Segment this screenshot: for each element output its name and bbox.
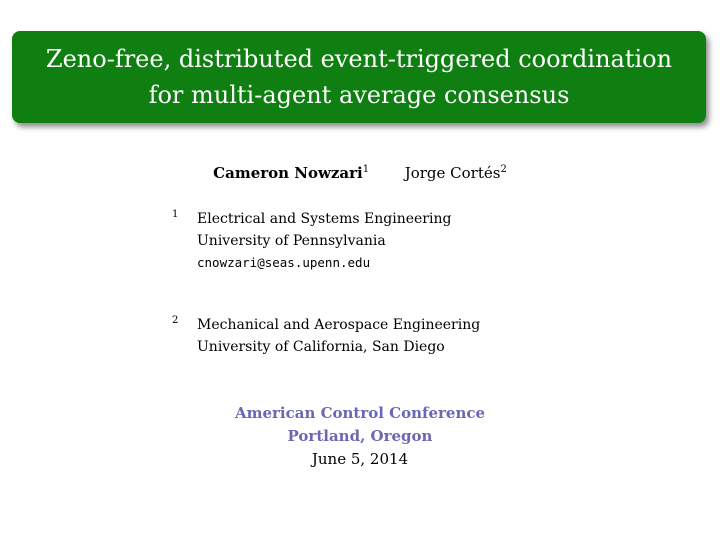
affiliation-2-line-1: Mechanical and Aerospace Engineering bbox=[197, 317, 481, 333]
affiliation-1-line-1: Electrical and Systems Engineering bbox=[197, 211, 452, 227]
affiliation-2-line-2: University of California, San Diego bbox=[197, 339, 445, 355]
affiliation-mark-1: 1 bbox=[172, 209, 179, 220]
title-line-2: for multi-agent average consensus bbox=[148, 81, 570, 109]
affiliation-1 bbox=[172, 208, 451, 274]
conference-date: June 5, 2014 bbox=[311, 450, 409, 468]
author-name-2: Jorge Cortés bbox=[404, 164, 501, 182]
conference-name: American Control Conference bbox=[234, 404, 486, 422]
title-line-1: Zeno-free, distributed event-triggered coordination bbox=[45, 45, 673, 73]
author-mark-1: 1 bbox=[362, 164, 370, 175]
affiliation-1-line-2: University of Pennsylvania bbox=[197, 233, 386, 249]
affiliation-2 bbox=[172, 314, 480, 358]
conference-location: Portland, Oregon bbox=[287, 427, 433, 445]
author-list bbox=[0, 162, 720, 184]
author-name-1: Cameron Nowzari bbox=[213, 164, 363, 182]
author-mark-2: 2 bbox=[500, 164, 507, 175]
author-email: cnowzari@seas.upenn.edu bbox=[197, 255, 371, 270]
title-box bbox=[12, 31, 706, 123]
conference-block bbox=[0, 402, 720, 471]
affiliation-mark-2: 2 bbox=[172, 315, 179, 326]
